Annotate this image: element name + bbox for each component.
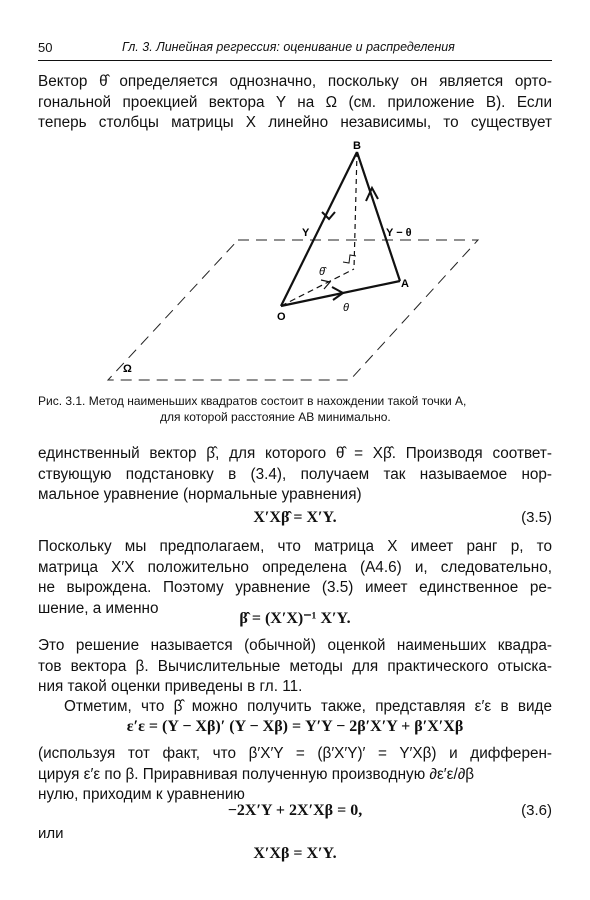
text-line: цируя ε′ε по β. Приравнивая полученную производную ∂ε′ε/∂β (38, 765, 475, 783)
label-a: A (401, 278, 409, 290)
equation-body: −2X′Y + 2X′Xβ = 0, (227, 802, 363, 819)
equation-3-5 (38, 509, 552, 531)
text-line: Отметим, что β̂ можно получить также, представляя ε′ε в виде (64, 698, 552, 715)
text-line: единственный вектор β̂, для которого θ̂ = Xβ̂. Производя соответ- (38, 445, 552, 462)
text-line: шение, а именно (38, 599, 159, 617)
equation-expansion (38, 718, 552, 740)
paragraph-rank (38, 537, 552, 619)
text-line: не вырождена. Поэтому уравнение (3.5) имеет единственное ре- (38, 579, 552, 596)
paragraph-normal-equation (38, 444, 552, 506)
running-title: Гл. 3. Линейная регрессия: оценивание и распределения (122, 40, 455, 54)
label-y: Y (302, 227, 310, 239)
equation-body: X′Xβ̂ = X′Y. (253, 509, 337, 526)
paragraph-derivative (38, 744, 552, 806)
label-b: B (353, 140, 361, 152)
caption-line: Рис. 3.1. Метод наименьших квадратов состоит в нахождении такой точки A, (38, 394, 467, 408)
text-line: ния такой оценки приведены в гл. 11. (38, 678, 303, 695)
equation-3-6 (38, 802, 552, 824)
text-line: ствующую подстановку в (3.4), получаем так называемое нор- (38, 465, 552, 483)
equation-body: ε′ε = (Y − Xβ)′ (Y − Xβ) = Y′Y − 2β′X′Y + β′X′Xβ (126, 718, 464, 735)
text-line: гональной проекцией вектора Y на Ω (см. приложение В). Если (38, 93, 552, 111)
text-line: (используя тот факт, что β′X′Y = (β′X′Y)′ = Y′Xβ) и дифферен- (38, 745, 552, 762)
equation-solution (38, 608, 552, 630)
label-theta: θ (343, 302, 349, 314)
plane-omega (108, 240, 478, 380)
least-squares-figure (0, 135, 590, 385)
text-line: нулю, приходим к уравнению (38, 786, 245, 803)
vector-theta-hat-arrow (321, 280, 330, 289)
page-number: 50 (38, 40, 53, 55)
equation-number: (3.6) (521, 802, 552, 819)
figure-caption (38, 393, 552, 425)
caption-line: для которой расстояние AB минимально. (160, 410, 391, 424)
label-y-minus-theta: Y − θ (386, 227, 412, 239)
intro-paragraph (38, 72, 552, 134)
label-theta-hat: θ̂ (319, 266, 325, 278)
equation-body: β̂ = (X′X)⁻¹ X′Y. (239, 610, 351, 627)
running-header (38, 40, 552, 61)
text-line: тов вектора β. Вычислительные методы для практического отыска- (38, 657, 552, 675)
vector-theta-hat (281, 269, 354, 306)
label-o: O (277, 311, 286, 323)
label-omega: Ω (123, 363, 132, 375)
word-or: или (38, 825, 64, 842)
vector-y-minus-theta (357, 152, 400, 281)
equation-final (38, 845, 552, 867)
equation-body: X′Xβ = X′Y. (253, 845, 337, 862)
text-line: Поскольку мы предполагаем, что матрица X имеет ранг p, то (38, 538, 552, 555)
text-line: Вектор θ̂ определяется однозначно, поскольку он является орто- (38, 73, 552, 90)
vector-theta (281, 281, 400, 306)
vector-y (281, 152, 357, 306)
text-line: мальное уравнение (нормальные уравнения) (38, 486, 362, 503)
paragraph-remark (64, 697, 552, 718)
text-line: Это решение называется (обычной) оценкой наименьших квадра- (38, 637, 552, 654)
paragraph-estimate (38, 636, 552, 698)
equation-number: (3.5) (521, 509, 552, 526)
text-line: теперь столбцы матрицы X линейно независимы, то существует (38, 114, 552, 131)
perpendicular (354, 152, 357, 269)
text-line: матрица X′X положительно определена (A4.6) и, следовательно, (38, 558, 552, 576)
